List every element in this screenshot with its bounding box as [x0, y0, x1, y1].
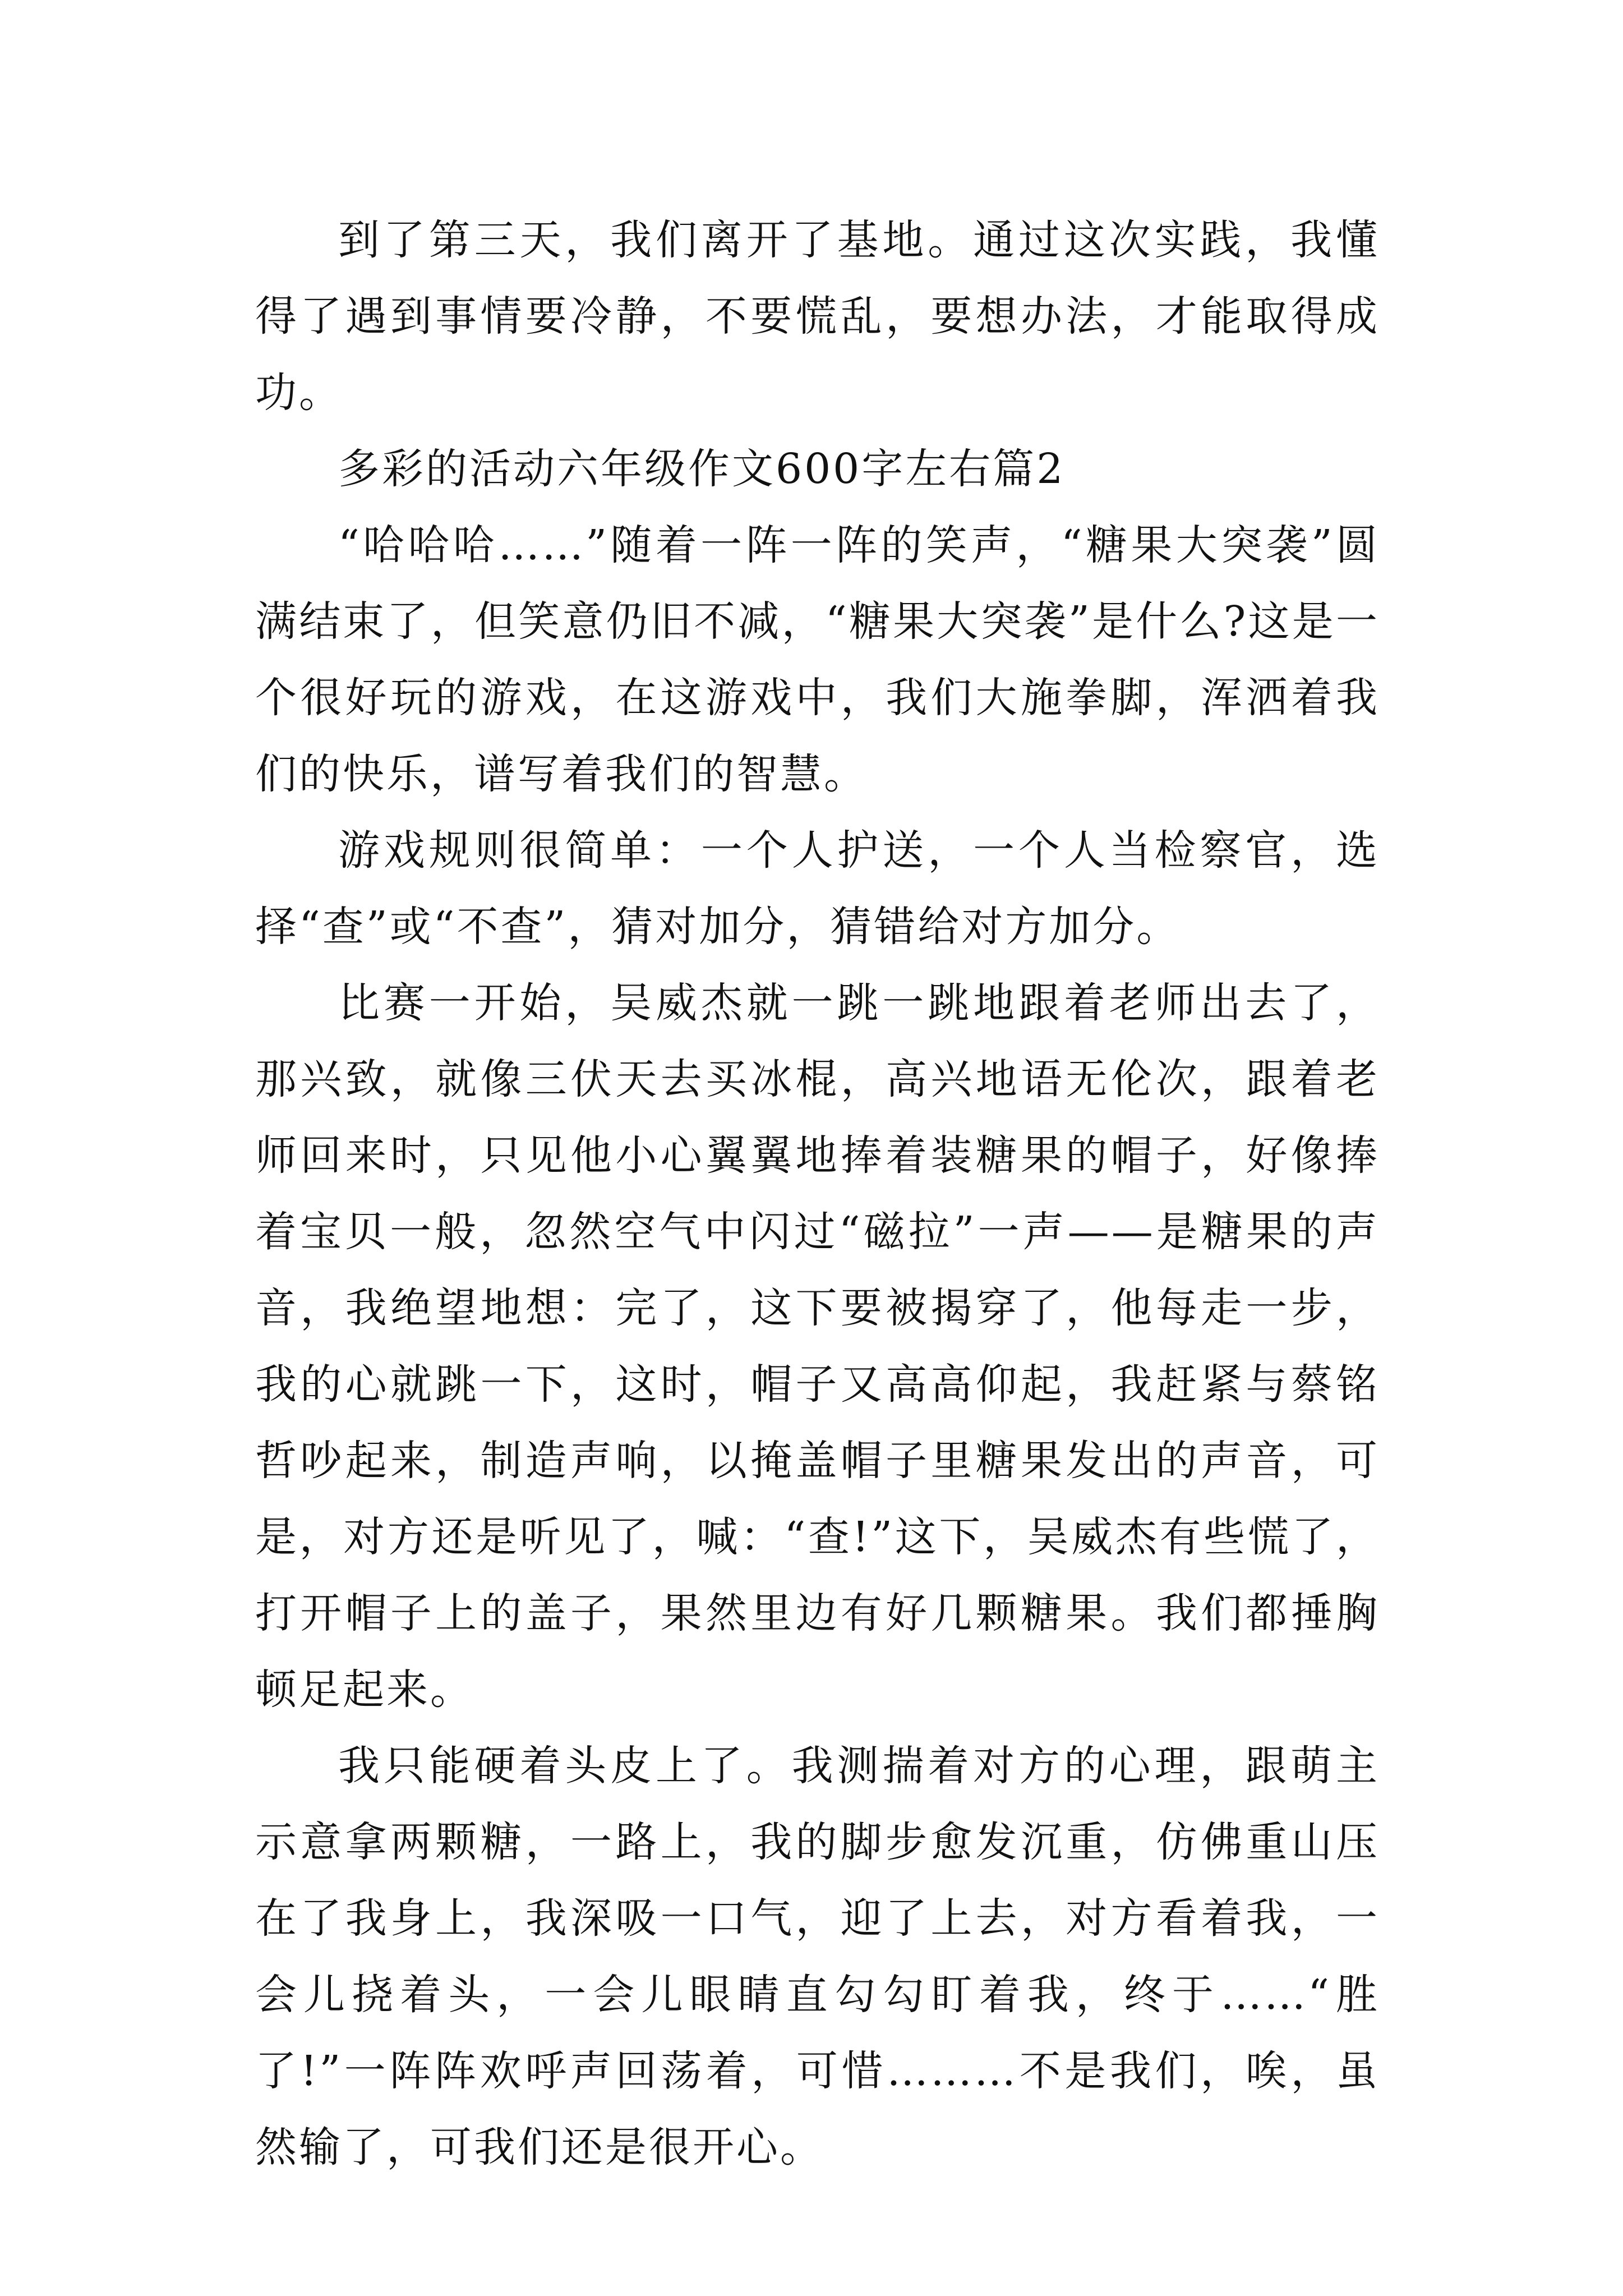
- paragraph-conclusion: 到了第三天，我们离开了基地。通过这次实践，我懂得了遇到事情要冷静，不要慌乱，要想办法，才能取得成功。: [255, 216, 1380, 417]
- section-heading: 多彩的活动六年级作文600字左右篇2: [338, 445, 1066, 493]
- paragraph-ending: 我只能硬着头皮上了。我测揣着对方的心理，跟萌主示意拿两颗糖，一路上，我的脚步愈发沉重，仿佛重山压在了我身上，我深吸一口气，迎了上去，对方看着我，一会儿挠着头，一会儿眼睛直勾勾盯着我，终于……“胜了!”一阵阵欢呼声回荡着，可惜………不是我们，唉，虽然输了，可我们还是很开心。: [255, 1742, 1380, 2171]
- document-body: [255, 202, 1380, 2185]
- paragraph-intro: “哈哈哈……”随着一阵一阵的笑声，“糖果大突袭”圆满结束了，但笑意仍旧不减，“糖果大突袭”是什么?这是一个很好玩的游戏，在这游戏中，我们大施拳脚，浑洒着我们的快乐，谱写着我们的智慧。: [255, 521, 1380, 798]
- paragraph-match: 比赛一开始，吴威杰就一跳一跳地跟着老师出去了，那兴致，就像三伏天去买冰棍，高兴地语无伦次，跟着老师回来时，只见他小心翼翼地捧着装糖果的帽子，好像捧着宝贝一般，忽然空气中闪过“磁拉”一声——是糖果的声音，我绝望地想：完了，这下要被揭穿了，他每走一步，我的心就跳一下，这时，帽子又高高仰起，我赶紧与蔡铭哲吵起来，制造声响，以掩盖帽子里糖果发出的声音，可是，对方还是听见了，喊：“查!”这下，吴威杰有些慌了，打开帽子上的盖子，果然里边有好几颗糖果。我们都捶胸顿足起来。: [255, 979, 1380, 1714]
- paragraph-rules: 游戏规则很简单：一个人护送，一个人当检察官，选择“查”或“不查”，猜对加分，猜错给对方加分。: [255, 826, 1380, 951]
